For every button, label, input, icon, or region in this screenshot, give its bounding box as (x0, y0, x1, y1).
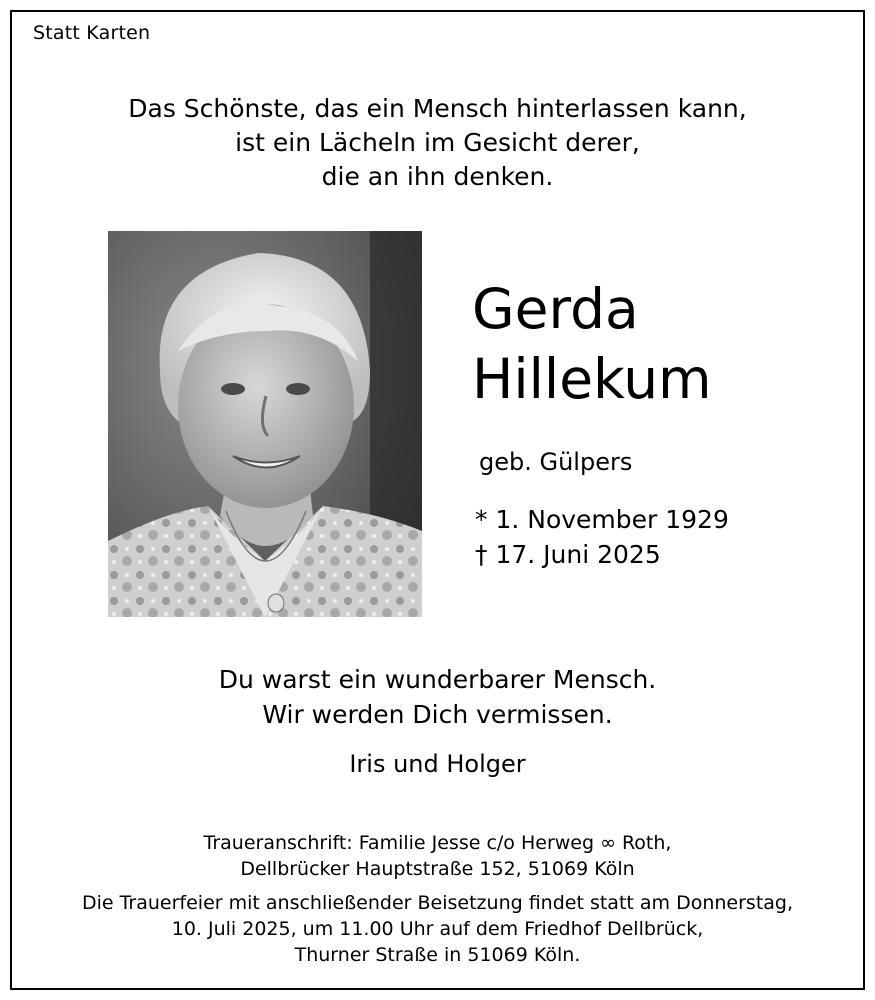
death-date: † 17. Juni 2025 (475, 540, 661, 569)
first-name: Gerda (472, 277, 639, 341)
family-signature: Iris und Holger (349, 750, 526, 778)
birth-date: * 1. November 1929 (475, 505, 729, 534)
quote-line-3: die an ihn denken. (321, 162, 554, 191)
address-line-2: Dellbrücker Hauptstraße 152, 51069 Köln (240, 858, 635, 880)
closing-words (12, 662, 863, 732)
life-dates (475, 502, 729, 572)
closing-line-2: Wir werden Dich vermissen. (262, 700, 613, 729)
last-name: Hillekum (472, 347, 712, 411)
portrait-photo (108, 231, 422, 617)
ceremony-line-1: Die Trauerfeier mit anschließender Beisetzung findet statt am Donnerstag, (81, 892, 794, 914)
ceremony-info (12, 890, 863, 968)
address-line-1: Traueranschrift: Familie Jesse c/o Herweg ∞ Roth, (203, 832, 672, 854)
memorial-quote (12, 92, 863, 194)
mourning-address (12, 830, 863, 882)
quote-line-2: ist ein Lächeln im Gesicht derer, (235, 128, 640, 157)
obituary-card (10, 10, 865, 990)
closing-line-1: Du warst ein wunderbarer Mensch. (218, 665, 657, 694)
quote-line-1: Das Schönste, das ein Mensch hinterlassen kann, (128, 94, 747, 123)
ceremony-line-2: 10. Juli 2025, um 11.00 Uhr auf dem Friedhof Dellbrück, (171, 918, 704, 940)
statt-karten-label: Statt Karten (33, 22, 151, 44)
birth-name: geb. Gülpers (479, 448, 633, 476)
deceased-name (472, 274, 712, 414)
ceremony-line-3: Thurner Straße in 51069 Köln. (294, 944, 581, 966)
